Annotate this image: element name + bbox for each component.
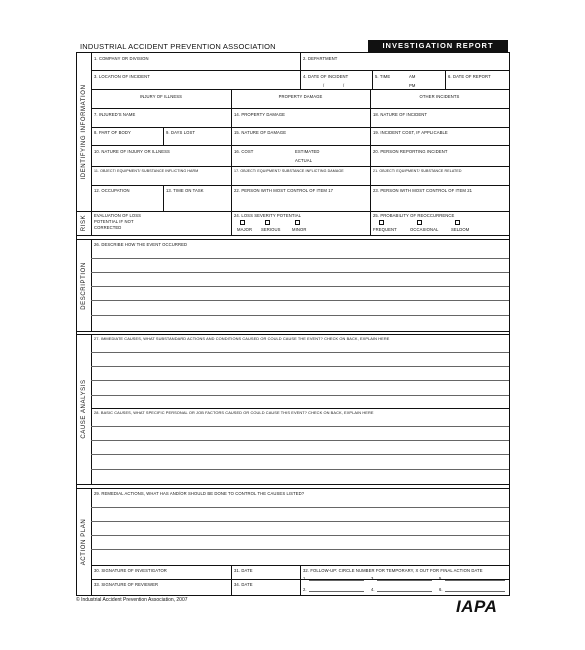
reviewer-signature-field-label: 33. SIGNATURE OF REVIEWER — [94, 582, 159, 587]
organization-name: INDUSTRIAL ACCIDENT PREVENTION ASSOCIATION — [80, 42, 276, 51]
injury-column-header: INJURY OF ILLNESS — [139, 94, 183, 99]
reviewer-date-field-label: 34. DATE — [234, 582, 253, 587]
location-field-label: 3. LOCATION OF INCIDENT — [94, 74, 150, 79]
describe-event-field-label: 26. DESCRIBE HOW THE EVENT OCCURRED — [94, 242, 188, 247]
object-harm-field-label: 11. OBJECT/ EQUIPMENT/ SUBSTANCE INFLICTING HARM — [94, 169, 199, 173]
follow-up-field-label: 32. FOLLOW-UP: CIRCLE NUMBER FOR TEMPORARY, X OUT FOR FINAL ACTION DATE — [303, 568, 483, 573]
object-related-field-label: 21. OBJECT/ EQUIPMENT/ SUBSTANCE RELATED — [373, 169, 462, 173]
investigator-date-field-label: 31. DATE — [234, 568, 253, 573]
time-on-task-field-label: 13. TIME ON TASK — [166, 188, 204, 193]
property-damage-field-label: 14. PROPERTY DAMAGE — [234, 112, 286, 117]
part-of-body-field-label: 8. PART OF BODY — [94, 130, 131, 135]
injured-name-field-label: 7. INJURED'S NAME — [94, 112, 136, 117]
occupation-field-label: 12. OCCUPATION — [94, 188, 130, 193]
date-incident-field-label: 4. DATE OF INCIDENT — [303, 74, 349, 79]
immediate-causes-field-label: 27. IMMEDIATE CAUSES, WHAT SUBSTANDARD ACTIONS AND CONDITIONS CAUSED OR COULD CAUSE THE EVENT? CHECK ON BACK, EXPLAIN HERE — [94, 336, 390, 341]
person-control-17-field-label: 22. PERSON WITH MOST CONTROL OF ITEM 17 — [234, 188, 334, 193]
department-field-label: 2. DEPARTMENT — [303, 56, 338, 61]
basic-causes-field-label: 28. BASIC CAUSES, WHAT SPECIFIC PERSONAL OR JOB FACTORS CAUSED OR COULD CAUSE THIS EVENT? CHECK ON BACK, EXPLAIN HERE — [94, 410, 374, 415]
seldom-checkbox[interactable] — [455, 220, 462, 225]
nature-incident-field-label: 18. NATURE OF INCIDENT — [373, 112, 428, 117]
serious-checkbox[interactable] — [265, 220, 272, 225]
date-report-field-label: 6. DATE OF REPORT — [448, 74, 491, 79]
probability-field-label: 25. PROBABILITY OF REOCCURRENCE — [373, 213, 455, 218]
frequent-checkbox[interactable] — [379, 220, 386, 225]
nature-damage-field-label: 15. NATURE OF DAMAGE — [234, 130, 287, 135]
report-title: INVESTIGATION REPORT — [368, 40, 508, 52]
major-checkbox[interactable] — [240, 220, 247, 225]
occasional-checkbox[interactable] — [417, 220, 424, 225]
copyright-notice: © Industrial Accident Prevention Association, 2007 — [76, 597, 188, 603]
section-identifying: IDENTIFYING INFORMATION — [77, 53, 92, 211]
time-field-label: 5. TIME — [375, 74, 391, 79]
company-field-label: 1. COMPANY OR DIVISION — [94, 56, 149, 61]
investigator-signature-field-label: 30. SIGNATURE OF INVESTIGATOR — [94, 568, 167, 573]
section-description: DESCRIPTION — [77, 240, 92, 331]
property-column-header: PROPERTY DAMAGE — [278, 94, 323, 99]
incident-cost-field-label: 19. INCIDENT COST, IF APPLICABLE — [373, 130, 448, 135]
minor-checkbox[interactable] — [295, 220, 302, 225]
iapa-logo: IAPA — [456, 597, 498, 616]
object-damage-field-label: 17. OBJECT/ EQUIPMENT/ SUBSTANCE INFLICTING DAMAGE — [234, 169, 344, 173]
person-control-21-field-label: 23. PERSON WITH MOST CONTROL OF ITEM 21 — [373, 188, 473, 193]
cost-field-label: 16. COST — [234, 149, 254, 154]
investigation-form: IDENTIFYING INFORMATION RISK DESCRIPTION CAUSE ANALYSIS ACTION PLAN 1. COMPANY OR DIVISION 2. DEPARTMENT 3. LOCATION OF INCIDENT 4. DATE OF INCIDENT / / 5. TIME AM PM 6. DATE OF REPORT INJURY OF ILLNESS PROPERTY DAMAGE OTHER INCIDENTS 7. INJURED'S NAME 14. PROPERTY DAMAGE 18. NATURE OF INCIDENT 8. PART OF BODY 9. DAYS LOST 15. NATURE OF DAMAGE 19. INCIDENT COST, IF APPLICABLE 10. NATURE OF INJURY OR ILLNESS 16. COST ESTIMATED ACTUAL 20. PERSON REPORTING INCIDENT 11. OBJECT/ EQUIPMENT/ SUBSTANCE INFLICTING HARM 17. OBJECT/ EQUIPMENT/ SUBSTANCE INFLICTING DAMAGE 21. OBJECT/ EQUIPMENT/ SUBSTANCE RELATED 12. OCCUPATION 13. TIME ON TASK 22. PERSON WITH MOST CONTROL OF ITEM 17 23. PERSON WITH MOST CONTROL OF ITEM 21 EVALUATION OF LOSS POTENTIAL IF NOT CORRECTED 24. LOSS SEVERITY POTENTIAL MAJOR SERIOUS MINOR 25. PROBABILITY OF REOCCURRENCE FREQUENT OCCASIONAL SELDOM 26. DESCRIBE HOW THE EVENT OCCURRED 27. IMMEDIATE CAUSES, WHAT SUBSTANDARD ACTIONS AND CONDITIONS CAUSED OR COULD CAUSE THE EVENT? CHECK ON BACK, EXPLAIN HERE 28. BASIC CAUSES, WHAT SPECIFIC PERSONAL OR JOB FACTORS CAUSED OR COULD CAUSE THIS EVENT? CHECK ON BACK, EXPLAIN HERE 29. REMEDIAL ACTIONS, WHAT HAS AND/OR SHOULD BE DONE TO CONTROL THE CAUSES LISTED? 30. SIGNATURE OF INVESTIGATOR 31. DATE 32. FOLLOW-UP: CIRCLE NUMBER FOR TEMPORARY, X OUT FOR FINAL ACTION DATE 1. 3. 5. 33. SIGNATURE OF REVIEWER 34. DATE 2. 4. 6. — [76, 52, 510, 596]
remedial-actions-field-label: 29. REMEDIAL ACTIONS, WHAT HAS AND/OR SHOULD BE DONE TO CONTROL THE CAUSES LISTED? — [94, 491, 305, 496]
days-lost-field-label: 9. DAYS LOST — [166, 130, 196, 135]
other-column-header: OTHER INCIDENTS — [419, 94, 460, 99]
section-cause-analysis: CAUSE ANALYSIS — [77, 334, 92, 484]
loss-severity-field-label: 24. LOSS SEVERITY POTENTIAL — [234, 213, 302, 218]
section-risk: RISK — [77, 211, 92, 235]
section-action-plan: ACTION PLAN — [77, 488, 92, 595]
person-reporting-field-label: 20. PERSON REPORTING INCIDENT — [373, 149, 448, 154]
nature-injury-field-label: 10. NATURE OF INJURY OR ILLNESS — [94, 149, 170, 154]
